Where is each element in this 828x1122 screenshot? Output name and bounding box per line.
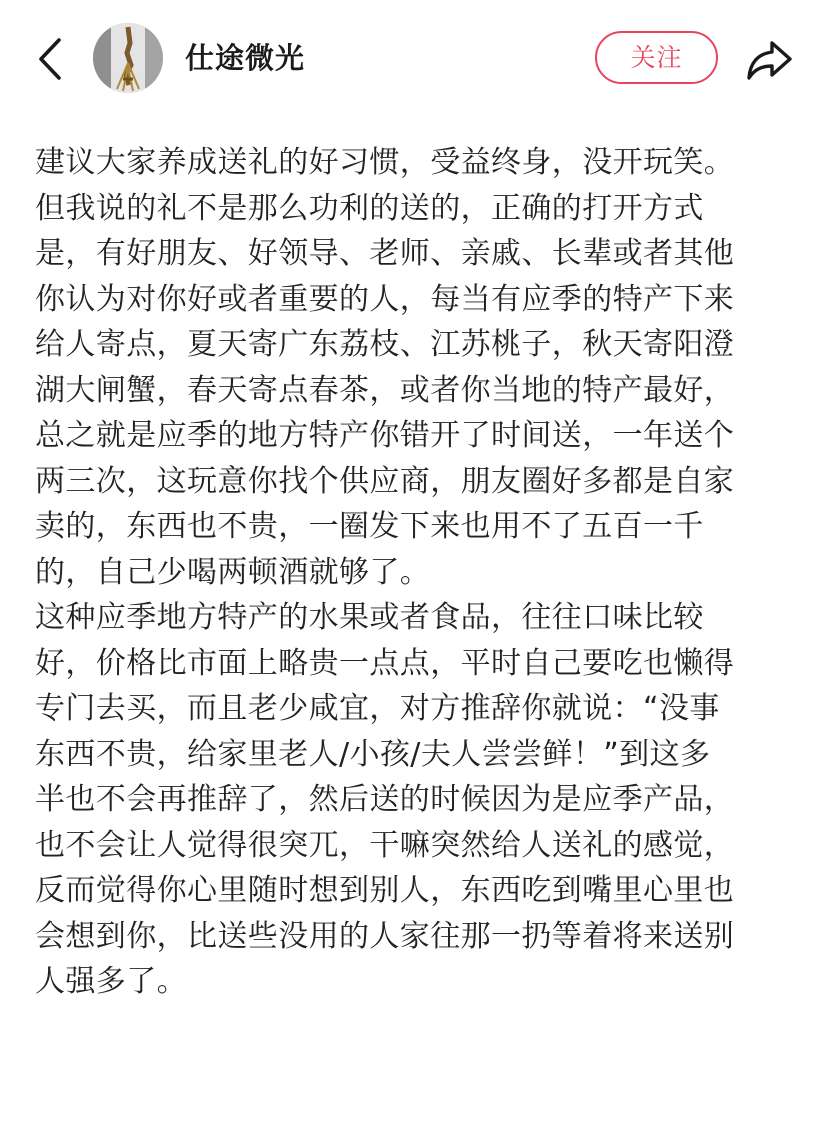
post-paragraph: 建议大家养成送礼的好习惯，受益终身，没开玩笑。 但我说的礼不是那么功利的送的，正确的打开方式 是，有好朋友、好领导、老师、亲戚、长辈或者其他 你认为对你好或者重要的人，每当有应季的特产下来 给人寄点，夏天寄广东荔枝、江苏桃子，秋天寄阳澄 湖大闸蟹，春天寄点春茶，或者你当地的特产最好， 总之就是应季的地方特产你错开了时间送，一年送个 两三次，这玩意你找个供应商，朋友圈好多都是自家 卖的，东西也不贵，一圈发下来也用不了五百一千 的，自己少喝两顿酒就够了。 — [35, 145, 735, 590]
share-arrow-icon — [744, 37, 794, 83]
top-bar — [0, 0, 828, 118]
back-button[interactable] — [30, 36, 70, 82]
avatar[interactable] — [93, 23, 163, 93]
avatar-image — [93, 23, 163, 93]
author-name[interactable]: 仕途微光 — [185, 41, 306, 75]
share-button[interactable] — [744, 37, 794, 83]
follow-button[interactable]: 关注 — [595, 31, 718, 84]
chevron-left-icon — [37, 37, 63, 81]
post-body — [35, 140, 795, 1005]
post-paragraph: 这种应季地方特产的水果或者食品，往往口味比较 好，价格比市面上略贵一点点，平时自己要吃也懒得 专门去买，而且老少咸宜，对方推辞你就说：“没事 东西不贵，给家里老人/小孩/夫人尝尝鲜！”到这多 半也不会再推辞了，然后送的时候因为是应季产品， 也不会让人觉得很突兀，干嘛突然给人送礼的感觉， 反而觉得你心里随时想到别人，东西吃到嘴里心里也 会想到你，比送些没用的人家往那一扔等着将来送别 人强多了。 — [35, 600, 735, 999]
